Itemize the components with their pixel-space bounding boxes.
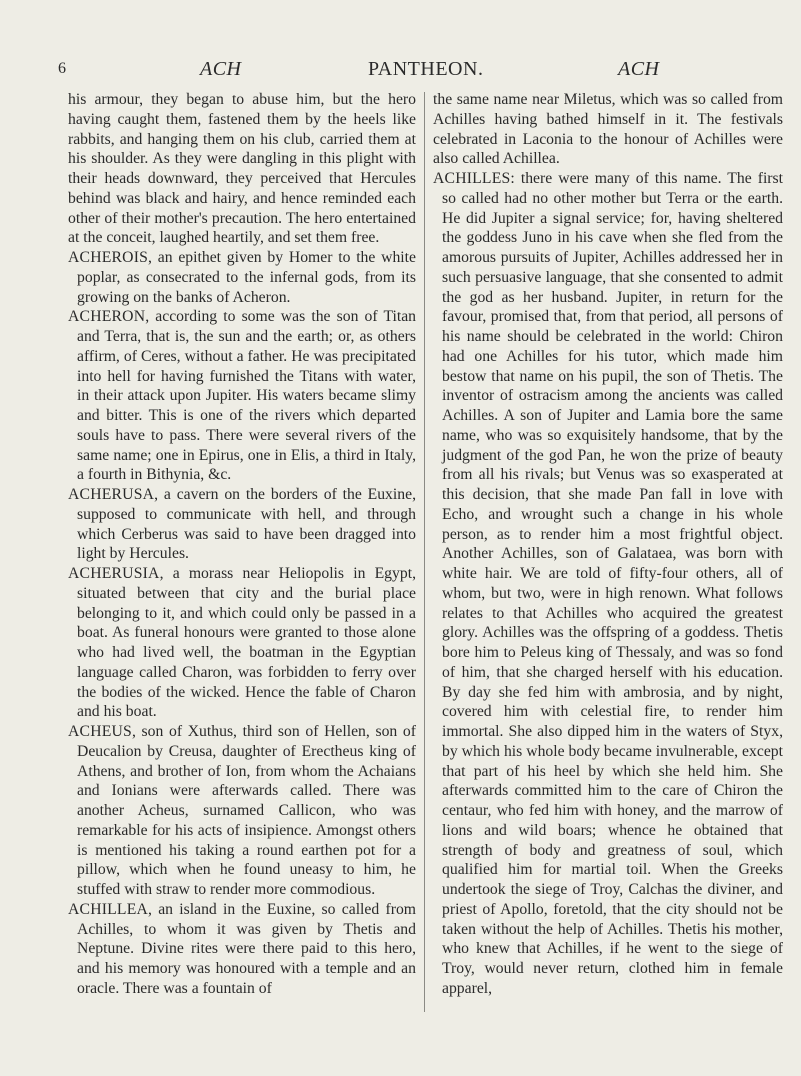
entry-headword: ACHERON <box>68 308 146 326</box>
entry-headword: ACHILLES <box>433 170 511 187</box>
entry-headword: ACHERUSA <box>68 486 155 503</box>
dictionary-entry <box>68 722 416 900</box>
entry-text: , an epithet given by Homer to the white poplar, as consecrated to the infernal gods, from its growing on the banks of Acheron. <box>77 249 416 306</box>
entry-text: , son of Xuthus, third son of Hellen, son of Deucalion by Creusa, daughter of Erectheus king of Athens, and brother of Ion, from whom the Achaians and Ionians were afterwards called. There was another Acheus, surnamed Callicon, who was remarkable for his acts of insipience. Amongst others is mentioned his taking a round earthen pot for a pillow, which when he found uneasy to him, he stuffed with straw to render more commodious. <box>77 723 416 898</box>
continued-paragraph <box>433 90 783 169</box>
dictionary-entry <box>68 307 416 485</box>
entry-headword: ACHEUS <box>68 723 132 740</box>
right-column <box>433 90 783 999</box>
dictionary-entry <box>433 169 783 999</box>
entry-headword: ACHEROIS <box>68 249 149 266</box>
dictionary-entry <box>68 248 416 307</box>
continued-paragraph <box>68 90 416 248</box>
left-column <box>68 90 416 999</box>
entry-text: , a morass near Heliopolis in Egypt, situated between that city and the burial place belonging to it, and which could only be passed in a boat. As funeral honours were granted to those alone who had lived well, the boatman in the Egyptian language called Charon, was forbidden to ferry over the bodies of the wicked. Hence the fable of Charon and his boat. <box>77 565 416 721</box>
entry-text: : there were many of this name. The first so called had no other mother but Terra or the earth. He did Jupiter a signal service; for, having sheltered the goddess Juno in his cave when she fled from the amorous pursuits of Jupiter, Achilles addressed her in such persuasive language, that she consented to admit the god as her husband. Jupiter, in return for the favour, promised that, from that period, all persons of his name should be celebrated in the world: Chiron had one Achilles for his tutor, which made him bestow that name on his pupil, the son of Thetis. The inventor of ostracism among the ancients was called Achilles. A son of Jupiter and Lamia bore the same name, who was so exquisitely handsome, that by the judgment of the god Pan, he won the prize of beauty from all his rivals; but Venus was so exasperated at this decision, that she made Pan fall in love with Echo, and wrought such a change in his whole person, as to render him a most frightful object. Another Achilles, son of Galataea, was born with white hair. We are told of fifty-four others, all of whom, but two, were in high renown. What follows relates to that Achilles who acquired the greatest glory. Achilles was the offspring of a goddess. Thetis bore him to Peleus king of Thessaly, and was so fond of him, that she charged herself with his education. By day she fed him with ambrosia, and by night, covered him with celestial fire, to render him immortal. She also dipped him in the waters of Styx, by which his whole body became invulnerable, except that part of his heel by which she held him. She afterwards committed him to the care of Chiron the centaur, who fed him with honey, and the marrow of lions and wild boars; whence he obtained that strength of body and greatness of soul, which qualified him for martial toil. When the Greeks undertook the siege of Troy, Calchas the diviner, and priest of Apollo, foretold, that the city should not be taken without the help of Achilles. Thetis his mother, who knew that Achilles, if he went to the siege of Troy, would never return, clothed him in female apparel, <box>442 170 783 997</box>
page-number: 6 <box>58 60 67 77</box>
dictionary-entry <box>68 900 416 999</box>
entry-headword: ACHERUSIA <box>68 565 160 582</box>
entry-text: , an island in the Euxine, so called from Achilles, to whom it was given by Thetis and Neptune. Divine rites were there paid to this hero, and his memory was honoured with a temple and an oracle. There was a fountain of <box>77 900 416 997</box>
dictionary-entry <box>68 564 416 722</box>
page-title: PANTHEON. <box>368 58 484 80</box>
entry-text: the same name near Miletus, which was so called from Achilles having bathed himself in it. The festivals celebrated in Laconia to the honour of Achilles were also called Achillea. <box>433 91 783 168</box>
right-guide-word: ACH <box>618 58 660 80</box>
entry-text: his armour, they began to abuse him, but the hero having caught them, fastened them by the heels like rabbits, and hanging them on his club, carried them at his shoulder. As they were dangling in this plight with their heads downward, they perceived that Hercules behind was black and hairy, and hence reminded each other of their mother's precaution. The hero entertained at the conceit, laughed heartily, and set them free. <box>68 91 416 247</box>
dictionary-entry <box>68 485 416 564</box>
running-head <box>58 58 781 82</box>
entry-text: , a cavern on the borders of the Euxine, supposed to communicate with hell, and through which Cerberus was said to have been dragged into light by Hercules. <box>77 486 416 563</box>
entry-headword: ACHILLEA <box>68 900 149 918</box>
left-guide-word: ACH <box>200 58 242 80</box>
entry-text: , according to some was the son of Titan and Terra, that is, the sun and the earth; or, as others affirm, of Ceres, without a father. He was precipitated into hell for having furnished the Titans with water, in their attack upon Jupiter. His waters became slimy and bitter. This is one of the rivers which departed souls have to pass. There were several rivers of the same name; one in Epirus, one in Elis, a third in Italy, a fourth in Bithynia, &c. <box>77 308 416 484</box>
column-divider <box>424 92 425 1012</box>
